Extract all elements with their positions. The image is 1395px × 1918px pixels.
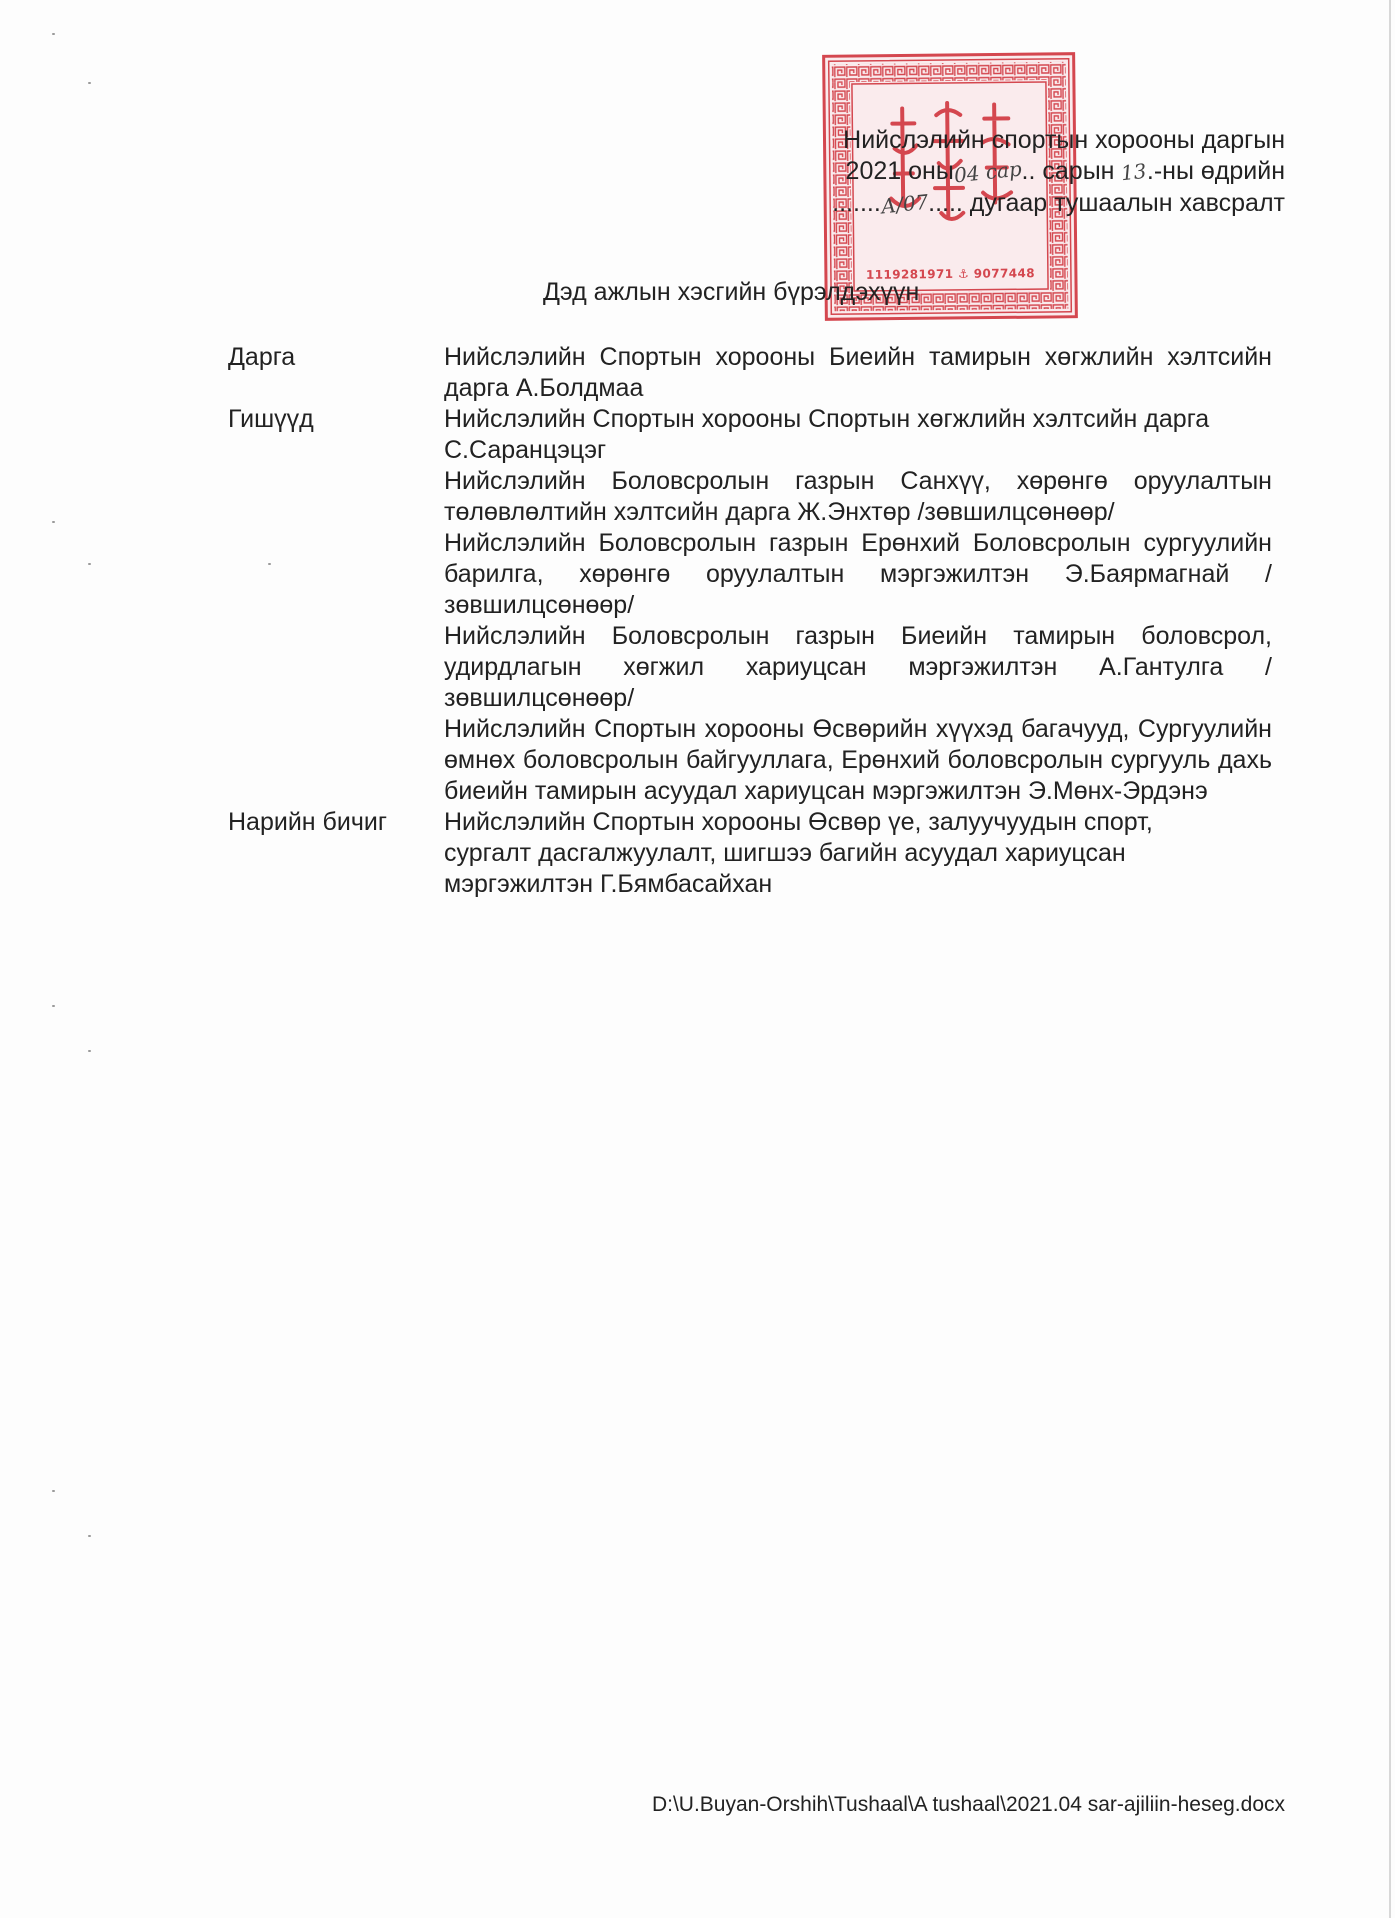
scan-speck <box>88 1535 91 1537</box>
member-row-secretary <box>228 807 1272 900</box>
members-list <box>228 342 1272 900</box>
header-line-3 <box>832 188 1285 220</box>
handwritten-order-number: А/07 <box>879 189 930 219</box>
member-entry: Нийслэлийн Спортын хорооны Биеийн тамирын хөгжлийн хэлтсийн дарга А.Болдмаа <box>444 343 1272 402</box>
member-entry: Нийслэлийн Спортын хорооны Өсвөр үе, залуучуудын спорт, сургалт дасгалжуулалт, шигшээ багийн асуудал хариуцсан мэргэжилтэн Г.Бямбасайхан <box>444 808 1153 898</box>
member-entry: Нийслэлийн Спортын хорооны Спортын хөгжлийн хэлтсийн дарга С.Саранцэцэг <box>444 405 1210 464</box>
header-month-word: сарын <box>1035 157 1122 185</box>
role-label: Гишүүд <box>228 405 314 433</box>
handwritten-month: 04 сар <box>952 156 1023 188</box>
header-order-suffix: ..... дугаар тушаалын хавсралт <box>928 189 1285 217</box>
header-day-suffix: .-ны өдрийн <box>1146 157 1285 185</box>
document-title: Дэд ажлын хэсгийн бүрэлдэхүүн <box>543 278 920 306</box>
scan-speck <box>52 1005 55 1007</box>
header-line-1: Нийслэлийн спортын хорооны даргын <box>843 126 1285 154</box>
scan-speck <box>52 521 55 523</box>
role-entries <box>444 404 1272 807</box>
scan-edge <box>1389 0 1391 1918</box>
member-entry: Нийслэлийн Боловсролын газрын Ерөнхий Боловсролын сургуулийн барилга, хөрөнгө оруулалтын мэргэжилтэн Э.Баярмагнай /зөвшилцсөнөөр/ <box>444 529 1272 619</box>
scan-speck <box>52 1490 55 1492</box>
member-row-chair <box>228 342 1272 404</box>
header-dots-prefix: ....... <box>832 189 881 217</box>
appendix-header <box>832 125 1285 220</box>
header-dots: .. <box>1021 157 1036 185</box>
member-entry: Нийслэлийн Спортын хорооны Өсвөрийн хүүхэд багачууд, Сургуулийн өмнөх боловсролын байгууллага, Ерөнхий боловсролын сургууль дахь биеийн тамирын асуудал хариуцсан мэргэжилтэн Э.Мөнх-Эрдэнэ <box>444 715 1272 805</box>
file-path-footer: D:\U.Buyan-Orshih\Tushaal\A tushaal\2021.04 sar-ajiliin-heseg.docx <box>651 1793 1285 1816</box>
handwritten-day: 13 <box>1120 158 1149 186</box>
header-year: 2021 оны <box>845 157 954 185</box>
member-row-members <box>228 404 1272 807</box>
stamp-number: 1119281971 ⚓ 9077448 <box>865 266 1036 282</box>
role-label: Нарийн бичиг <box>228 808 387 836</box>
member-entry: Нийслэлийн Боловсролын газрын Санхүү, хөрөнгө оруулалтын төлөвлөлтийн хэлтсийн дарга Ж.Энхтөр /зөвшилцсөнөөр/ <box>444 467 1272 526</box>
scan-speck <box>88 1050 91 1052</box>
scan-speck <box>52 33 55 35</box>
role-label: Дарга <box>228 343 296 371</box>
scan-speck <box>88 82 91 84</box>
scan-speck <box>88 563 91 565</box>
member-entry: Нийслэлийн Боловсролын газрын Биеийн тамирын боловсрол, удирдлагын хөгжил хариуцсан мэргэжилтэн А.Гантулга /зөвшилцсөнөөр/ <box>444 622 1272 712</box>
header-line-2 <box>832 156 1285 188</box>
role-entries <box>444 342 1272 404</box>
role-entries <box>444 807 1272 900</box>
